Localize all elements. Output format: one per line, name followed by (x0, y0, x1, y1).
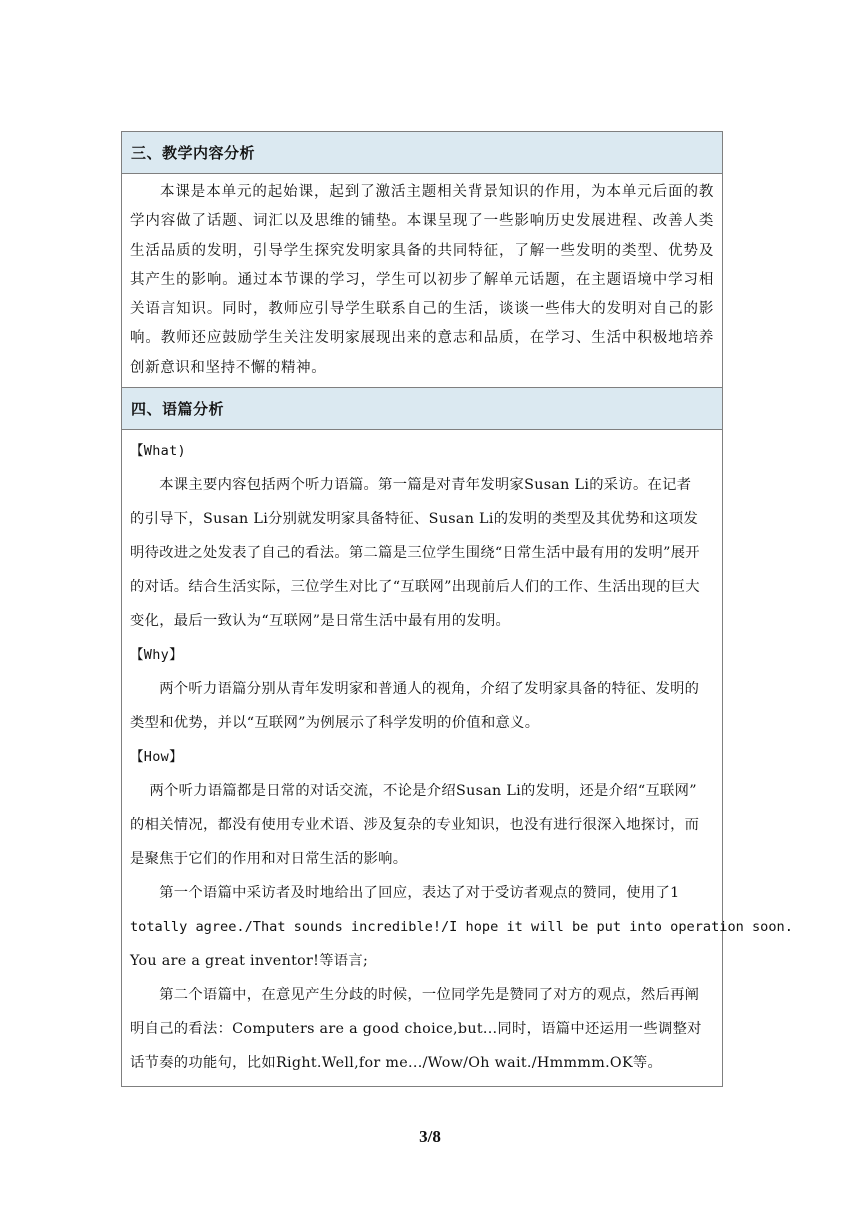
text-line: 明待改进之处发表了自己的看法。第二篇是三位学生围绕“日常生活中最有用的发明”展开 (130, 545, 700, 562)
page-number: 3/8 (419, 1127, 441, 1146)
text-line: 的引导下，Susan Li分别就发明家具备特征、Susan Li的发明的类型及其优势和这项发 (130, 511, 699, 528)
text-line: 明自己的看法：Computers are a good choice,but...同时，语篇中还运用一些调整对 (130, 1021, 702, 1038)
content-analysis-paragraph: 本课是本单元的起始课，起到了激活主题相关背景知识的作用，为本单元后面的教学内容做了话题、词汇以及思维的铺垫。本课呈现了一些影响历史发展进程、改善人类生活品质的发明，引导学生探究发明家具备的共同特征，了解一些发明的类型、优势及其产生的影响。通过本节课的学习，学生可以初步了解单元话题，在主题语境中学习相关语言知识。同时，教师应引导学生联系自己的生活，谈谈一些伟大的发明对自己的影响。教师还应鼓励学生关注发明家展现出来的意志和品质，在学习、生活中积极地培养创新意识和坚持不懈的精神。 (130, 184, 714, 376)
how-label: 【How】 (130, 749, 183, 766)
text-line: 话节奏的功能句，比如Right.Well,for me.../Wow/Oh wait./Hmmmm.OK等。 (130, 1055, 663, 1072)
text-line: 的相关情况，都没有使用专业术语、涉及复杂的专业知识，也没有进行很深入地探讨，而 (130, 817, 700, 834)
text-line-english: totally agree./That sounds incredible!/I hope it will be put into operation soon. (130, 919, 793, 936)
text-line: 是聚焦于它们的作用和对日常生活的影响。 (130, 851, 408, 868)
text-line: 第一个语篇中采访者及时地给出了回应，表达了对于受访者观点的赞同，使用了1 (130, 885, 680, 902)
text-line: 两个听力语篇都是日常的对话交流，不论是介绍Susan Li的发明，还是介绍“互联网” (130, 783, 697, 800)
text-line: 第二个语篇中，在意见产生分歧的时候，一位同学先是赞同了对方的观点，然后再阐 (130, 987, 700, 1004)
what-label: 【What) (130, 443, 186, 460)
text-line: 本课主要内容包括两个听力语篇。第一篇是对青年发明家Susan Li的采访。在记者 (130, 477, 692, 494)
section-heading-content-analysis: 三、教学内容分析 (122, 132, 722, 174)
text-line: 两个听力语篇分别从青年发明家和普通人的视角，介绍了发明家具备的特征、发明的 (130, 681, 700, 698)
analysis-table (121, 131, 793, 1087)
section-heading-discourse-analysis: 四、语篇分析 (122, 387, 722, 430)
text-line: You are a great inventor!等语言; (130, 953, 369, 970)
discourse-analysis-body (122, 430, 793, 1086)
text-line: 类型和优势，并以“互联网”为例展示了科学发明的价值和意义。 (130, 715, 540, 732)
why-label: 【Why】 (130, 647, 183, 664)
text-line: 的对话。结合生活实际，三位学生对比了“互联网”出现前后人们的工作、生活出现的巨大 (130, 579, 700, 596)
text-line: 变化，最后一致认为“互联网”是日常生活中最有用的发明。 (130, 613, 511, 630)
